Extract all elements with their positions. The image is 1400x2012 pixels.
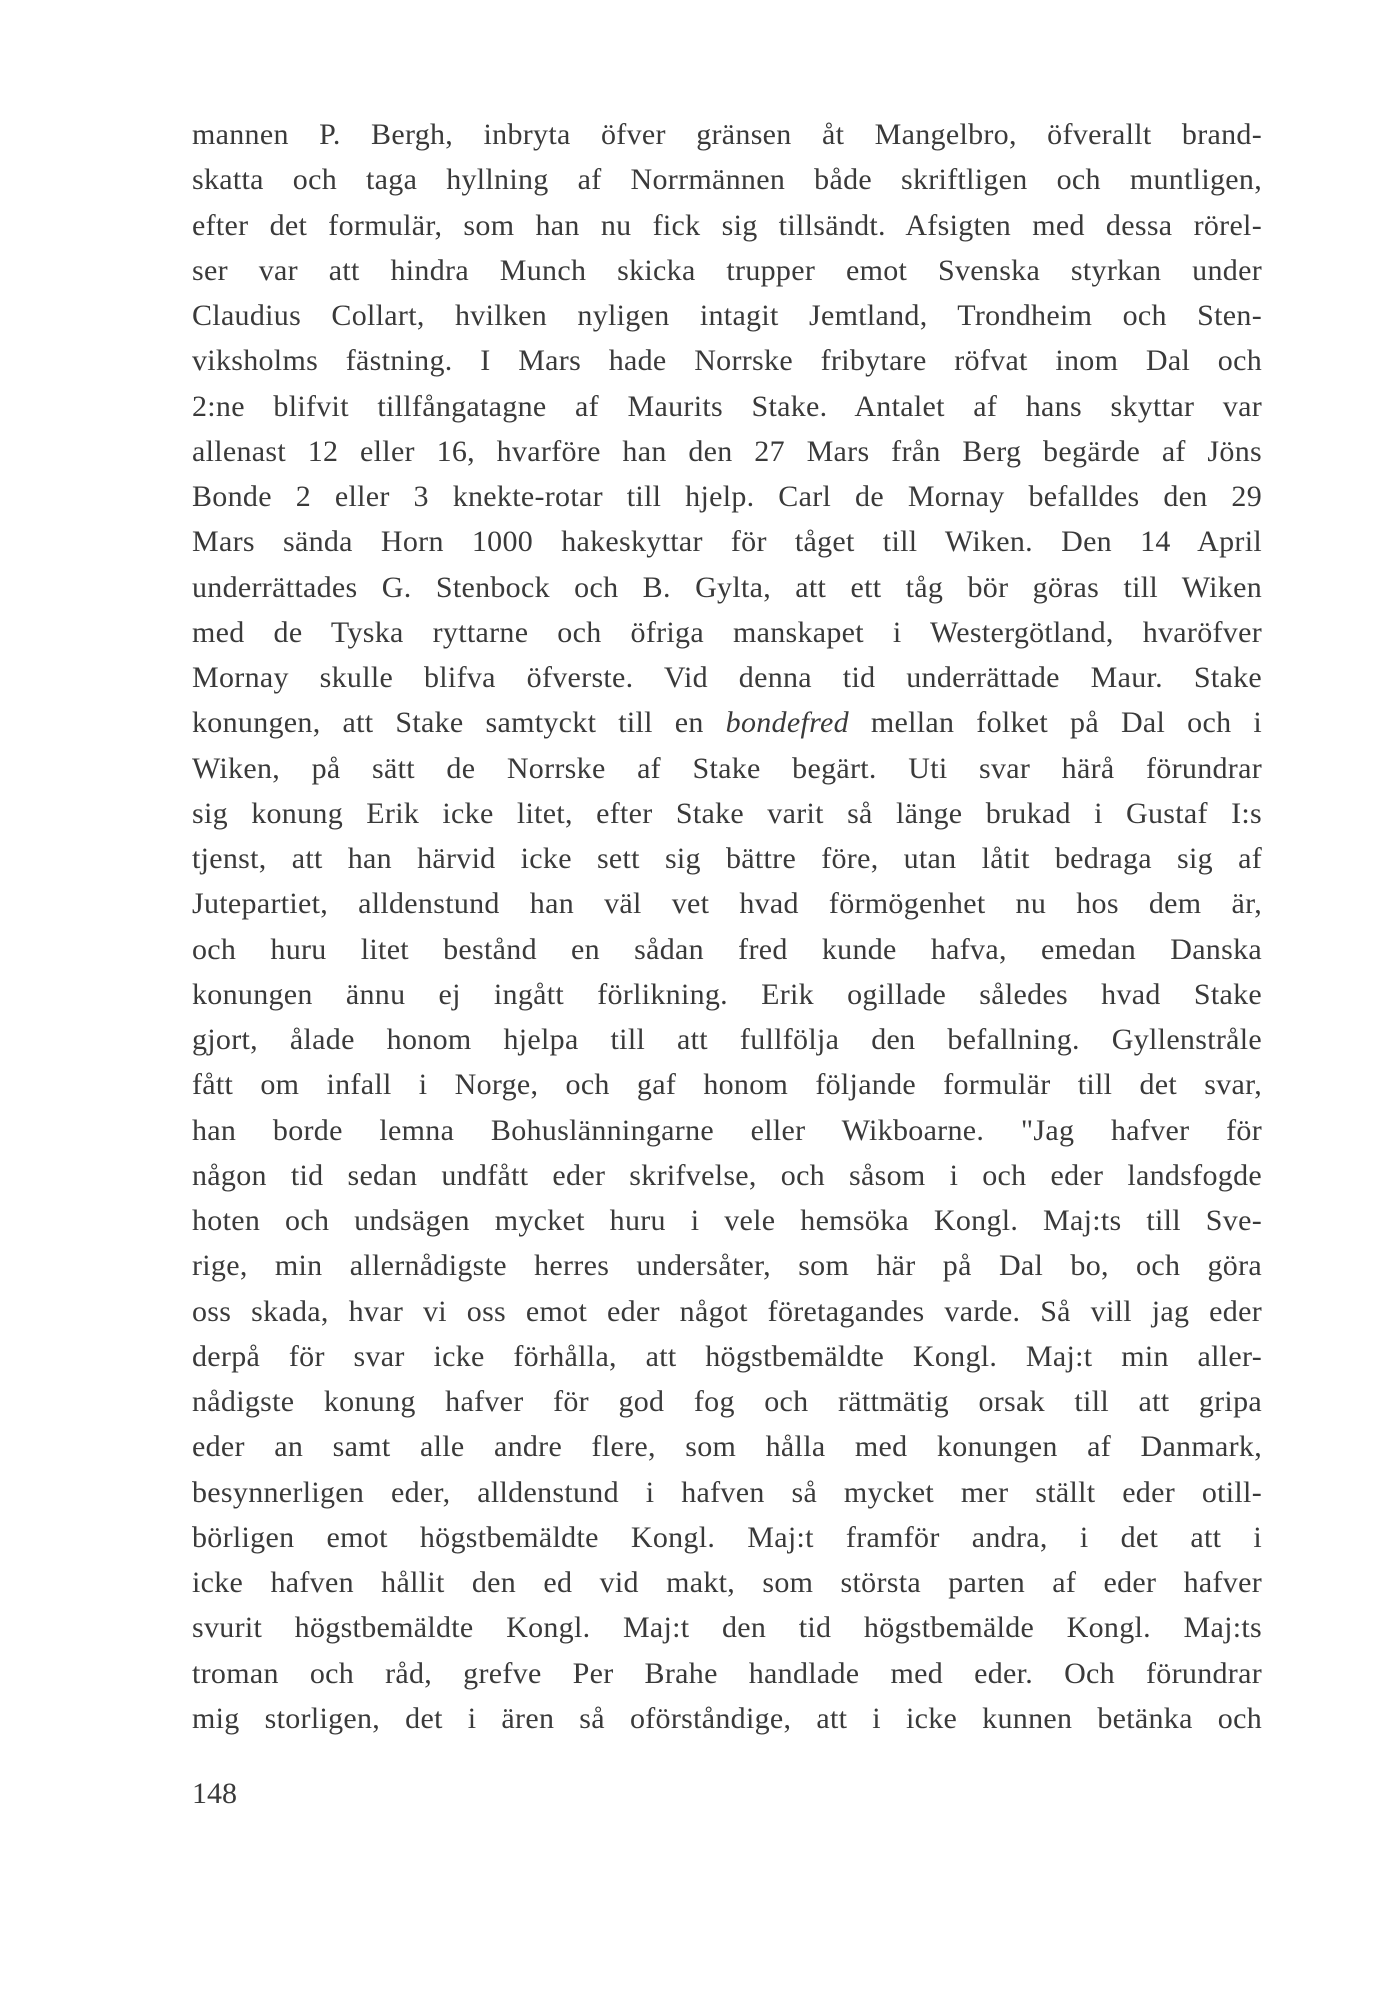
text-line: mig storligen, det i ären så oförståndige, att i icke kunnen betänka och bbox=[192, 1701, 1262, 1735]
text-line: skatta och taga hyllning af Norrmännen både skriftligen och muntligen, bbox=[192, 163, 1262, 197]
text-line: och huru litet bestånd en sådan fred kunde hafva, emedan Danska bbox=[192, 932, 1262, 966]
text-line: gjort, ålade honom hjelpa till att fullfölja den befallning. Gyllenstråle bbox=[192, 1023, 1262, 1056]
text-line: allenast 12 eller 16, hvarföre han den 27 Mars från Berg begärde af Jöns bbox=[192, 434, 1262, 468]
text-line: fått om infall i Norge, och gaf honom följande formulär till det svar, bbox=[192, 1068, 1262, 1102]
text-line: svurit högstbemäldte Kongl. Maj:t den tid högstbemälde Kongl. Maj:ts bbox=[192, 1611, 1262, 1645]
text-line: derpå för svar icke förhålla, att högstbemäldte Kongl. Maj:t min aller- bbox=[192, 1339, 1262, 1373]
text-line: han borde lemna Bohuslänningarne eller Wikboarne. "Jag hafver för bbox=[192, 1113, 1262, 1147]
text-line: underrättades G. Stenbock och B. Gylta, att ett tåg bör göras till Wiken bbox=[192, 570, 1262, 604]
text-line: troman och råd, grefve Per Brahe handlade med eder. Och förundrar bbox=[192, 1656, 1262, 1690]
text-line bbox=[192, 700, 1262, 745]
text-line: konungen ännu ej ingått förlikning. Erik ogillade således hvad Stake bbox=[192, 977, 1262, 1011]
text-line: nådigste konung hafver för god fog och rättmätig orsak till att gripa bbox=[192, 1385, 1262, 1418]
text-line: någon tid sedan undfått eder skrifvelse, och såsom i och eder landsfogde bbox=[192, 1158, 1262, 1192]
text-line: Jutepartiet, alldenstund han väl vet hvad förmögenhet nu hos dem är, bbox=[192, 887, 1262, 921]
body-text bbox=[192, 112, 1262, 1741]
text-line: hoten och undsägen mycket huru i vele hemsöka Kongl. Maj:ts till Sve- bbox=[192, 1204, 1262, 1237]
text-line: Bonde 2 eller 3 knekte-rotar till hjelp. Carl de Mornay befalldes den 29 bbox=[192, 480, 1262, 513]
italic-term: bondefred bbox=[725, 706, 849, 740]
text-line: Mornay skulle blifva öfverste. Vid denna tid underrättade Maur. Stake bbox=[192, 661, 1262, 694]
text-line: Mars sända Horn 1000 hakeskyttar för tåget till Wiken. Den 14 April bbox=[192, 525, 1262, 559]
text-line: oss skada, hvar vi oss emot eder något företagandes varde. Så vill jag eder bbox=[192, 1294, 1262, 1328]
text-line: tjenst, att han härvid icke sett sig bättre före, utan låtit bedraga sig af bbox=[192, 842, 1262, 875]
text-line: med de Tyska ryttarne och öfriga manskapet i Westergötland, hvaröfver bbox=[192, 615, 1262, 649]
text-line: 2:ne blifvit tillfångatagne af Maurits Stake. Antalet af hans skyttar var bbox=[192, 389, 1262, 423]
text-line: icke hafven hållit den ed vid makt, som största parten af eder hafver bbox=[192, 1566, 1262, 1599]
text-line: Wiken, på sätt de Norrske af Stake begärt. Uti svar härå förundrar bbox=[192, 751, 1262, 785]
text-line: börligen emot högstbemäldte Kongl. Maj:t framför andra, i det att i bbox=[192, 1520, 1262, 1554]
text-segment: mellan folket på Dal och i bbox=[848, 706, 1262, 740]
text-line: ser var att hindra Munch skicka trupper emot Svenska styrkan under bbox=[192, 253, 1262, 287]
text-line: Claudius Collart, hvilken nyligen intagit Jemtland, Trondheim och Sten- bbox=[192, 299, 1262, 332]
text-line: besynnerligen eder, alldenstund i hafven så mycket mer ställt eder otill- bbox=[192, 1475, 1262, 1509]
text-line: eder an samt alle andre flere, som hålla med konungen af Danmark, bbox=[192, 1430, 1262, 1464]
page-number: 148 bbox=[192, 1777, 237, 1810]
text-line: efter det formulär, som han nu fick sig tillsändt. Afsigten med dessa rörel- bbox=[192, 208, 1262, 242]
text-line: viksholms fästning. I Mars hade Norrske fribytare röfvat inom Dal och bbox=[192, 344, 1262, 378]
text-segment: konungen, att Stake samtyckt till en bbox=[192, 706, 726, 740]
text-line: mannen P. Bergh, inbryta öfver gränsen åt Mangelbro, öfverallt brand- bbox=[192, 118, 1262, 151]
text-line: sig konung Erik icke litet, efter Stake varit så länge brukad i Gustaf I:s bbox=[192, 796, 1262, 830]
text-line: rige, min allernådigste herres undersåter, som här på Dal bo, och göra bbox=[192, 1249, 1262, 1283]
